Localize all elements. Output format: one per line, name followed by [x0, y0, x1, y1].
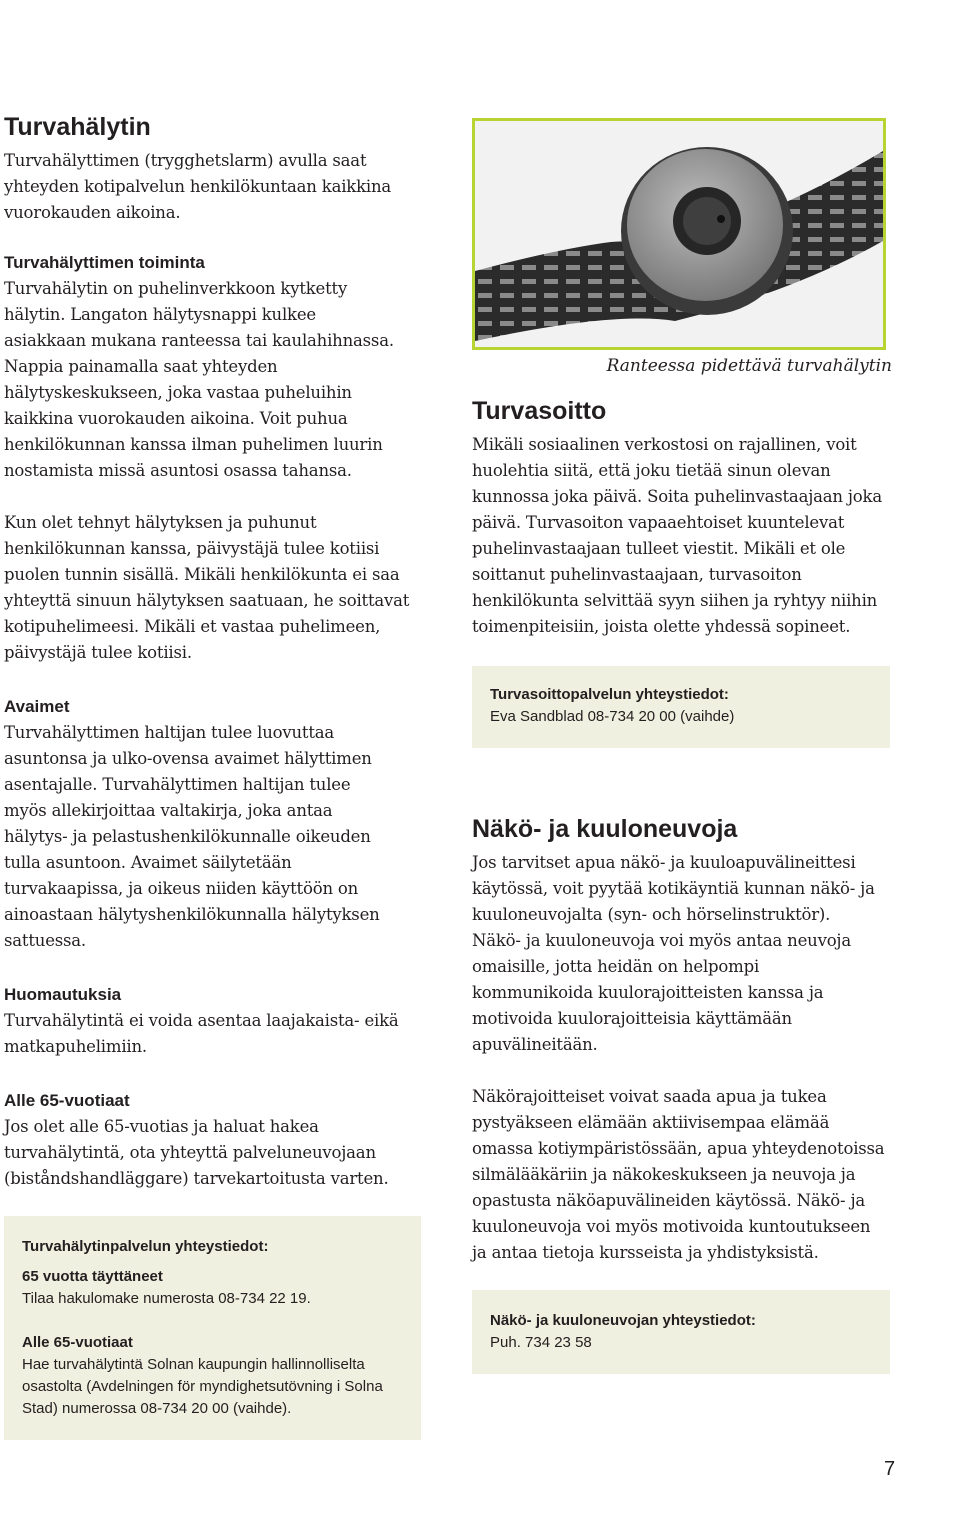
under65-contact-text: Hae turvahälytintä Solnan kaupungin hallinnolliselta osastolta (Avdelningen för myndighetsutövning i Solna Stad) numerossa 08-734 20 00 (vaihde). — [22, 1356, 383, 1418]
notes-text: Turvahälytintä ei voida asentaa laajakaista- eikä matkapuhelimiin. — [4, 1011, 399, 1057]
aids-text-2: Näkörajoitteiset voivat saada apua ja tukea pystyäkseen elämään aktiivisempaa elämää omassa kotiympäristössään, apua yhteydenotoissa silmälääkäriin ja näkokeskukseen ja neuvoja ja opastusta näköapuvälineiden käytössä. Näkö- ja kuuloneuvoja voi myös motivoida kuntoutukseen ja antaa tietoja kursseista ja yhdistyksistä. — [472, 1087, 885, 1262]
page-title: Turvahälytin — [4, 113, 151, 141]
call-contact-text: Eva Sandblad 08-734 20 00 (vaihde) — [490, 708, 735, 725]
page-number: 7 — [884, 1458, 896, 1480]
over65-text: Tilaa hakulomake numerosta 08-734 22 19. — [22, 1290, 311, 1308]
left-column — [4, 112, 424, 1440]
alarm-contact-box — [4, 1216, 421, 1440]
right-column — [472, 118, 892, 1374]
aids-contact-heading: Näkö- ja kuuloneuvojan yhteystiedot: — [490, 1312, 756, 1329]
under65-label: Alle 65-vuotiaat — [22, 1334, 133, 1352]
function-text: Turvahälytin on puhelinverkkoon kytketty hälytin. Langaton hälytysnappi kulkee asiakkaan mukana ranteessa tai kaulahihnassa. Nappia painamalla saat yhteyden hälytyskeskukseen, joka vastaa puheluihin kaikkina vuorokauden aikoina. Voit puhua henkilökunnan kanssa ilman puhelimen luurin nostamista missä asuntosi osassa tahansa. — [4, 279, 394, 481]
under65-text: Jos olet alle 65-vuotias ja haluat hakea turvahälytintä, ota yhteyttä palveluneuvojaan (biståndshandläggare) tarvekartoitusta varten. — [4, 1117, 389, 1189]
call-heading: Turvasoitto — [472, 397, 607, 425]
aids-heading: Näkö- ja kuuloneuvoja — [472, 815, 738, 843]
wrist-alarm-photo — [472, 118, 886, 350]
call-text: Mikäli sosiaalinen verkostosi on rajallinen, voit huolehtia siitä, että joku tietää sinun olevan kunnossa joka päivä. Soita puhelinvastaajaan joka päivä. Turvasoiton vapaaehtoiset kuuntelevat puhelinvastaajaan tulleet viestit. Mikäli et ole soittanut puhelinvastaajaan, turvasoiton henkilökunta selvittää syyn siihen ja ryhtyy niihin toimenpiteisiin, joista olette yhdessä sopineet. — [472, 435, 882, 636]
over65-label: 65 vuotta täyttäneet — [22, 1268, 163, 1286]
call-contact-heading: Turvasoittopalvelun yhteystiedot: — [490, 686, 729, 703]
keys-text: Turvahälyttimen haltijan tulee luovuttaa asuntonsa ja ulko-ovensa avaimet hälyttimen asentajalle. Turvahälyttimen haltijan tulee myös allekirjoittaa valtakirja, joka antaa hälytys- ja pelastushenkilökunnalle oikeuden tulla asuntoon. Avaimet säilytetään turvakaapissa, ja oikeus niiden käyttöön on ainoastaan hälytyshenkilökunnalla hälytyksen sattuessa. — [4, 723, 380, 951]
alarm-contact-heading: Turvahälytinpalvelun yhteystiedot: — [22, 1238, 269, 1256]
aids-contact-box — [472, 1290, 890, 1374]
aids-contact-text: Puh. 734 23 58 — [490, 1334, 592, 1351]
function-heading: Turvahälyttimen toiminta — [4, 253, 205, 272]
alarm-text: Kun olet tehnyt hälytyksen ja puhunut henkilökunnan kanssa, päivystäjä tulee kotiisi puolen tunnin sisällä. Mikäli henkilökunta ei saa yhteyttä sinuun hälytyksen saatuaan, he soittavat kotipuhelimeesi. Mikäli et vastaa puhelimeen, päivystäjä tulee kotiisi. — [4, 513, 410, 663]
intro-text: Turvahälyttimen (trygghetslarm) avulla saat yhteyden kotipalvelun henkilökuntaan kaikkina vuorokauden aikoina. — [4, 151, 392, 222]
notes-heading: Huomautuksia — [4, 985, 122, 1005]
wrist-alarm-icon — [475, 121, 883, 347]
aids-text-1: Jos tarvitset apua näkö- ja kuuloapuvälineittesi käytössä, voit pyytää kotikäyntiä kunnan näkö- ja kuuloneuvojalta (syn- och hörselinstruktör). Näkö- ja kuuloneuvoja voi myös antaa neuvoja omaisille, jotta heidän on helpompi kommunikoida kuulorajoitteisten kanssa ja motivoida kuulorajoitteisia käyttämään apuvälineitään. — [472, 853, 875, 1054]
under65-heading: Alle 65-vuotiaat — [4, 1091, 130, 1111]
photo-caption: Ranteessa pidettävä turvahälytin — [606, 356, 892, 376]
keys-heading: Avaimet — [4, 697, 70, 717]
call-contact-box — [472, 666, 890, 748]
